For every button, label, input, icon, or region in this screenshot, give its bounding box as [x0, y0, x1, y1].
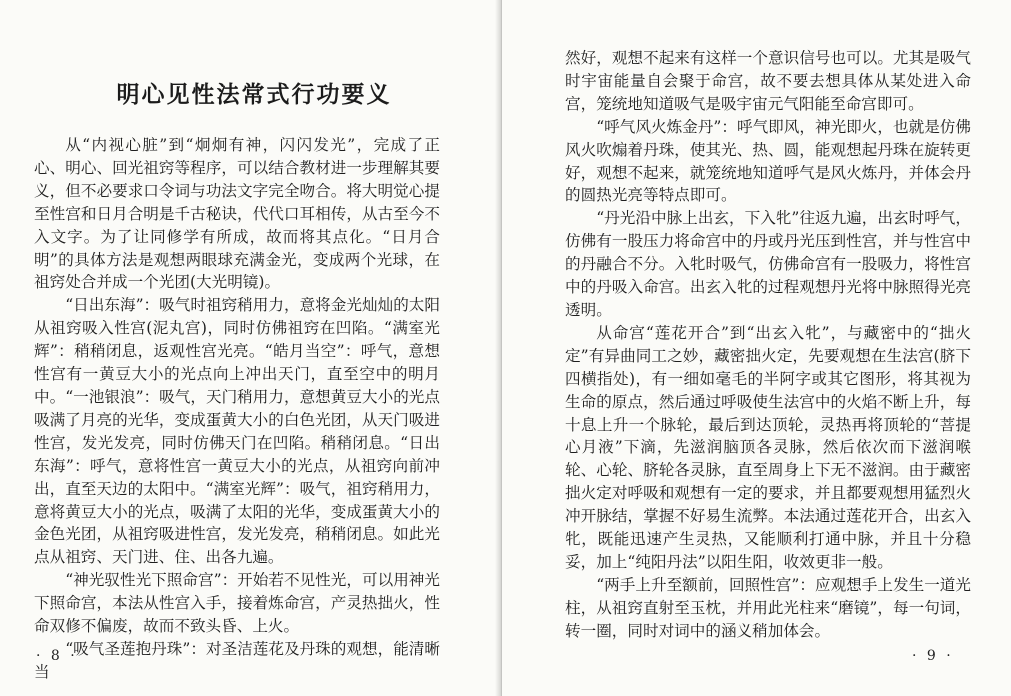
paragraph: “呼气风火炼金丹”：呼气即风，神光即火，也就是仿佛风火吹煽着丹珠，使其光、热、圆，能观想起丹珠在旋转更好，观想不起来，就笼统地知道呼气是风火炼丹，并体会丹的圆热光亮等特点即可。: [565, 117, 971, 205]
paragraph: “两手上升至额前，回照性宫”：应观想手上发生一道光柱，从祖窍直射至玉枕，并用此光柱来“磨镜”，每一句词，转一圈，同时对词中的涵义稍加体会。: [565, 575, 971, 640]
paragraph: “神光驭性光下照命宫”：开始若不见性光，可以用神光下照命宫，本法从性宫入手，接着炼命宫，产灵热拙火，性命双修不偏废，故而不致头昏、上火。: [34, 571, 440, 636]
paragraph: 从“内视心脏”到“炯炯有神，闪闪发光”，完成了正心、明心、回光祖窍等程序，可以结合教材进一步理解其要义，但不必要求口令词与功法文字完全吻合。将大明觉心提至性宫和日月合明是千古秘诀，代代口耳相传，从古至今不入文字。为了让同修学有所成，故而将其点化。“日月合明”的具体方法是观想两眼球充满金光，变成两个光球，在祖窍处合并成一个光团(大光明镜)。: [34, 136, 440, 292]
left-page-body: [34, 134, 440, 684]
paragraph: “丹光沿中脉上出玄，下入牝”往返九遍，出玄时呼气，仿佛有一股压力将命宫中的丹或丹光压到性宫，并与性宫中的丹融合不分。入牝时吸气，仿佛命宫有一股吸力，将性宫中的丹吸入命宫。出玄入牝的过程观想丹光将中脉照得光亮透明。: [565, 209, 971, 319]
right-page: [502, 0, 1011, 696]
paragraph: 然好，观想不起来有这样一个意识信号也可以。尤其是吸气时宇宙能量自会聚于命宫，故不要去想具体从某处进入命宫，笼统地知道吸气是吸宇宙元气阳能至命宫即可。: [565, 49, 971, 113]
chapter-title: 明心见性法常式行功要义: [116, 82, 392, 108]
page-number: · 8 ·: [36, 648, 78, 664]
page-number: · 9 ·: [912, 648, 954, 664]
paragraph: “吸气圣莲抱丹珠”：对圣洁莲花及丹珠的观想，能清晰当: [34, 639, 440, 681]
paragraph: 从命宫“莲花开合”到“出玄入牝”，与藏密中的“拙火定”有异曲同工之妙，藏密拙火定，先要观想在生法宫(脐下四横指处)，有一细如毫毛的半阿字或其它图形，将其视为生命的原点，然后通过呼吸使生法宫中的火焰不断上升，每十息上升一个脉轮，最后到达顶轮，灵热再将顶轮的“菩提心月液”下滴，先滋润脑顶各灵脉，然后依次而下滋润喉轮、心轮、脐轮各灵脉，直至周身上下无不滋润。由于藏密拙火定对呼吸和观想有一定的要求，并且都要观想用猛烈火冲开脉结，掌握不好易生流弊。本法通过莲花开合，出玄入牝，既能迅速产生灵热，又能顺利打通中脉，并且十分稳妥，加上“纯阳丹法”以阳生阳，收效更非一般。: [565, 323, 971, 571]
paragraph: “日出东海”：吸气时祖窍稍用力，意将金光灿灿的太阳从祖窍吸入性宫(泥丸宫)，同时仿佛祖窍在凹陷。“满室光辉”：稍稍闭息，返观性宫光亮。“皓月当空”：呼气，意想性宫有一黄豆大小的光点向上冲出天门，直至空中的明月中。“一池银浪”：吸气，天门稍用力，意想黄豆大小的光点吸满了月亮的光华，变成蛋黄大小的白色光团，从天门吸进性宫，发光发亮，同时仿佛天门在凹陷。稍稍闭息。“日出东海”：呼气，意将性宫一黄豆大小的光点，从祖窍向前冲出，直至天边的太阳中。“满室光辉”：吸气，祖窍稍用力，意将黄豆大小的光点，吸满了太阳的光华，变成蛋黄大小的金色光团，从祖窍吸进性宫，发光发亮，稍稍闭息。如此光点从祖窍、天门进、住、出各九遍。: [34, 296, 440, 567]
left-page: [0, 0, 500, 696]
right-page-body: [565, 47, 971, 643]
